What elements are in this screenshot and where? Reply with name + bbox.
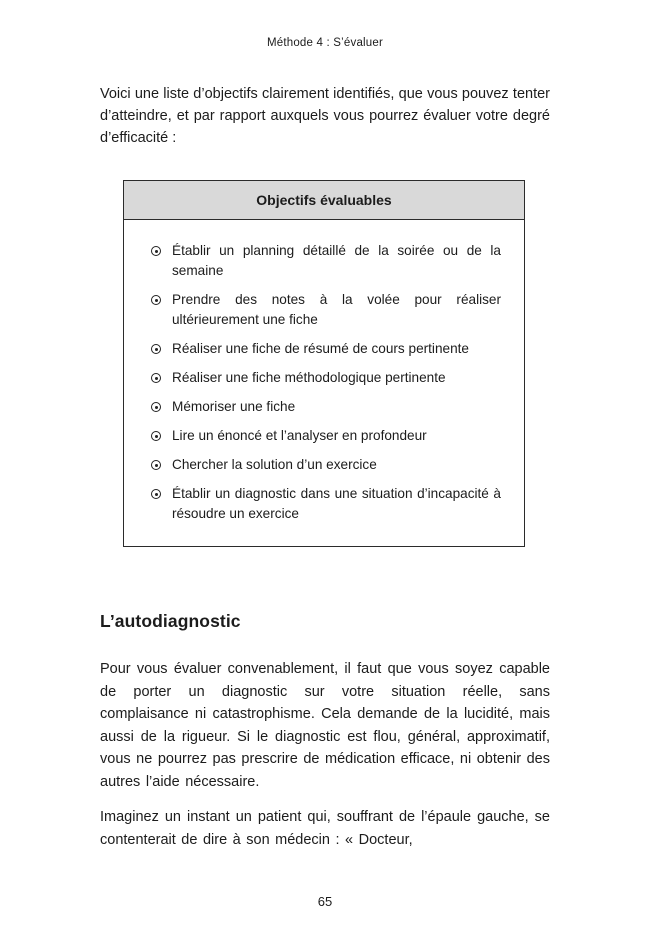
list-item	[151, 241, 501, 281]
body-paragraph: Pour vous évaluer convenablement, il faut que vous soyez capable de porter un diagnostic sur votre situation réelle, sans complaisance ni catastrophisme. Cela demande de la lucidité, mais aussi de la rigueur. Si le diagnostic est flou, général, approximatif, vous ne pourrez pas prescrire de médication efficace, ni obtenir des autres l’aide nécessaire.	[100, 661, 550, 790]
objectives-box-title: Objectifs évaluables	[124, 181, 524, 220]
list-item	[151, 426, 501, 446]
circled-dot-bullet-icon	[151, 402, 161, 412]
objective-text: Prendre des notes à la volée pour réaliser ultérieurement une fiche	[172, 292, 501, 327]
circled-dot-bullet-icon	[151, 295, 161, 305]
list-item	[151, 290, 501, 330]
objectives-list	[124, 220, 524, 546]
circled-dot-bullet-icon	[151, 460, 161, 470]
section-heading: L’autodiagnostic	[100, 611, 241, 631]
circled-dot-bullet-icon	[151, 373, 161, 383]
intro-paragraph: Voici une liste d’objectifs clairement identifiés, que vous pouvez tenter d’atteindre, et par rapport auxquels vous pourrez évaluer votre degré d’efficacité :	[100, 86, 550, 146]
list-item	[151, 397, 501, 417]
objective-text: Réaliser une fiche méthodologique pertinente	[172, 370, 446, 385]
circled-dot-bullet-icon	[151, 246, 161, 256]
page-number: 65	[317, 894, 333, 909]
objective-text: Mémoriser une fiche	[172, 399, 296, 414]
body-paragraph: Imaginez un instant un patient qui, souffrant de l’épaule gauche, se contenterait de dire à son médecin : « Docteur,	[100, 809, 550, 848]
objective-text: Réaliser une fiche de résumé de cours pertinente	[172, 341, 469, 356]
objective-text: Lire un énoncé et l’analyser en profondeur	[172, 428, 427, 443]
page-content	[100, 83, 550, 851]
objective-text: Chercher la solution d’un exercice	[172, 457, 377, 472]
objectives-box	[123, 180, 525, 547]
objective-text: Établir un planning détaillé de la soirée ou de la semaine	[172, 243, 501, 278]
list-item	[151, 484, 501, 524]
circled-dot-bullet-icon	[151, 344, 161, 354]
circled-dot-bullet-icon	[151, 431, 161, 441]
objective-text: Établir un diagnostic dans une situation d’incapacité à résoudre un exercice	[172, 486, 501, 521]
list-item	[151, 368, 501, 388]
list-item	[151, 339, 501, 359]
running-header: Méthode 4 : S’évaluer	[266, 37, 384, 49]
circled-dot-bullet-icon	[151, 489, 161, 499]
list-item	[151, 455, 501, 475]
